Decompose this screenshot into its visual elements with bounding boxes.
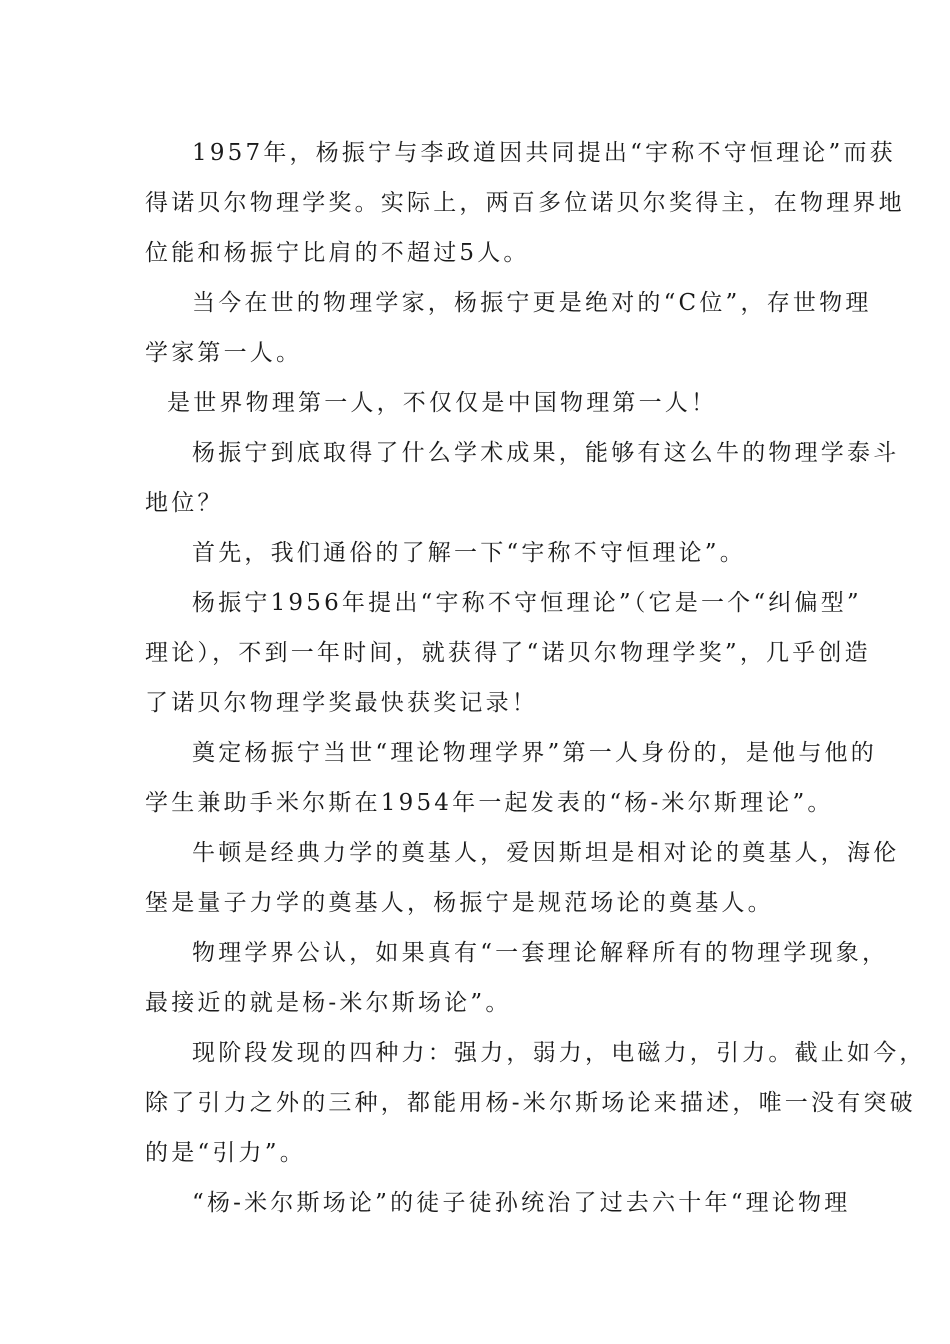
- text-line: 奠定杨振宁当世“理论物理学界”第一人身份的，是他与他的: [192, 740, 877, 766]
- text-line: 是世界物理第一人，不仅仅是中国物理第一人！: [167, 390, 718, 416]
- text-line: 学家第一人。: [145, 340, 303, 366]
- paragraph-question: [145, 428, 900, 528]
- paragraph-nobel-1957: [145, 128, 905, 278]
- paragraph-consensus: [145, 928, 889, 1028]
- text-line: “杨-米尔斯场论”的徒子徒孙统治了过去六十年“理论物理: [192, 1190, 851, 1216]
- text-line: 的是“引力”。: [145, 1140, 306, 1166]
- paragraph-c-position: [145, 278, 872, 378]
- text-line: 学生兼助手米尔斯在1954年一起发表的“杨-米尔斯理论”。: [145, 790, 834, 816]
- text-line: 最接近的就是杨-米尔斯场论”。: [145, 990, 512, 1016]
- text-line: 首先，我们通俗的了解一下“宇称不守恒理论”。: [192, 540, 746, 566]
- text-line: 杨振宁1956年提出“宇称不守恒理论”（它是一个“纠偏型”: [192, 590, 862, 616]
- paragraph-founders: [145, 828, 900, 928]
- paragraph-yang-mills: [145, 728, 877, 828]
- text-line: 当今在世的物理学家，杨振宁更是绝对的“C位”，存世物理: [192, 290, 872, 316]
- text-line: 杨振宁到底取得了什么学术成果，能够有这么牛的物理学泰斗: [192, 440, 900, 466]
- paragraph-parity-1956: [145, 578, 871, 728]
- text-line: 除了引力之外的三种，都能用杨-米尔斯场论来描述，唯一没有突破: [145, 1090, 916, 1116]
- text-line: 位能和杨振宁比肩的不超过5人。: [145, 240, 530, 266]
- text-line: 得诺贝尔物理学奖。实际上，两百多位诺贝尔奖得主，在物理界地: [145, 190, 905, 216]
- paragraph-first-understand: [145, 528, 813, 578]
- paragraph-four-forces: [145, 1028, 926, 1178]
- text-line: 物理学界公认，如果真有“一套理论解释所有的物理学现象，: [192, 940, 889, 966]
- paragraph-world-first: [145, 378, 813, 428]
- paragraph-sixty-years: [145, 1178, 851, 1228]
- text-line: 堡是量子力学的奠基人，杨振宁是规范场论的奠基人。: [145, 890, 774, 916]
- text-line: 现阶段发现的四种力：强力，弱力，电磁力，引力。截止如今，: [192, 1040, 926, 1066]
- text-line: 牛顿是经典力学的奠基人，爱因斯坦是相对论的奠基人，海伦: [192, 840, 900, 866]
- text-line: 地位？: [145, 490, 224, 516]
- text-line: 了诺贝尔物理学奖最快获奖记录！: [145, 690, 538, 716]
- document-body: [145, 128, 926, 1228]
- text-line: 理论），不到一年时间，就获得了“诺贝尔物理学奖”，几乎创造: [145, 640, 871, 666]
- text-line: 1957年，杨振宁与李政道因共同提出“宇称不守恒理论”而获: [192, 140, 896, 166]
